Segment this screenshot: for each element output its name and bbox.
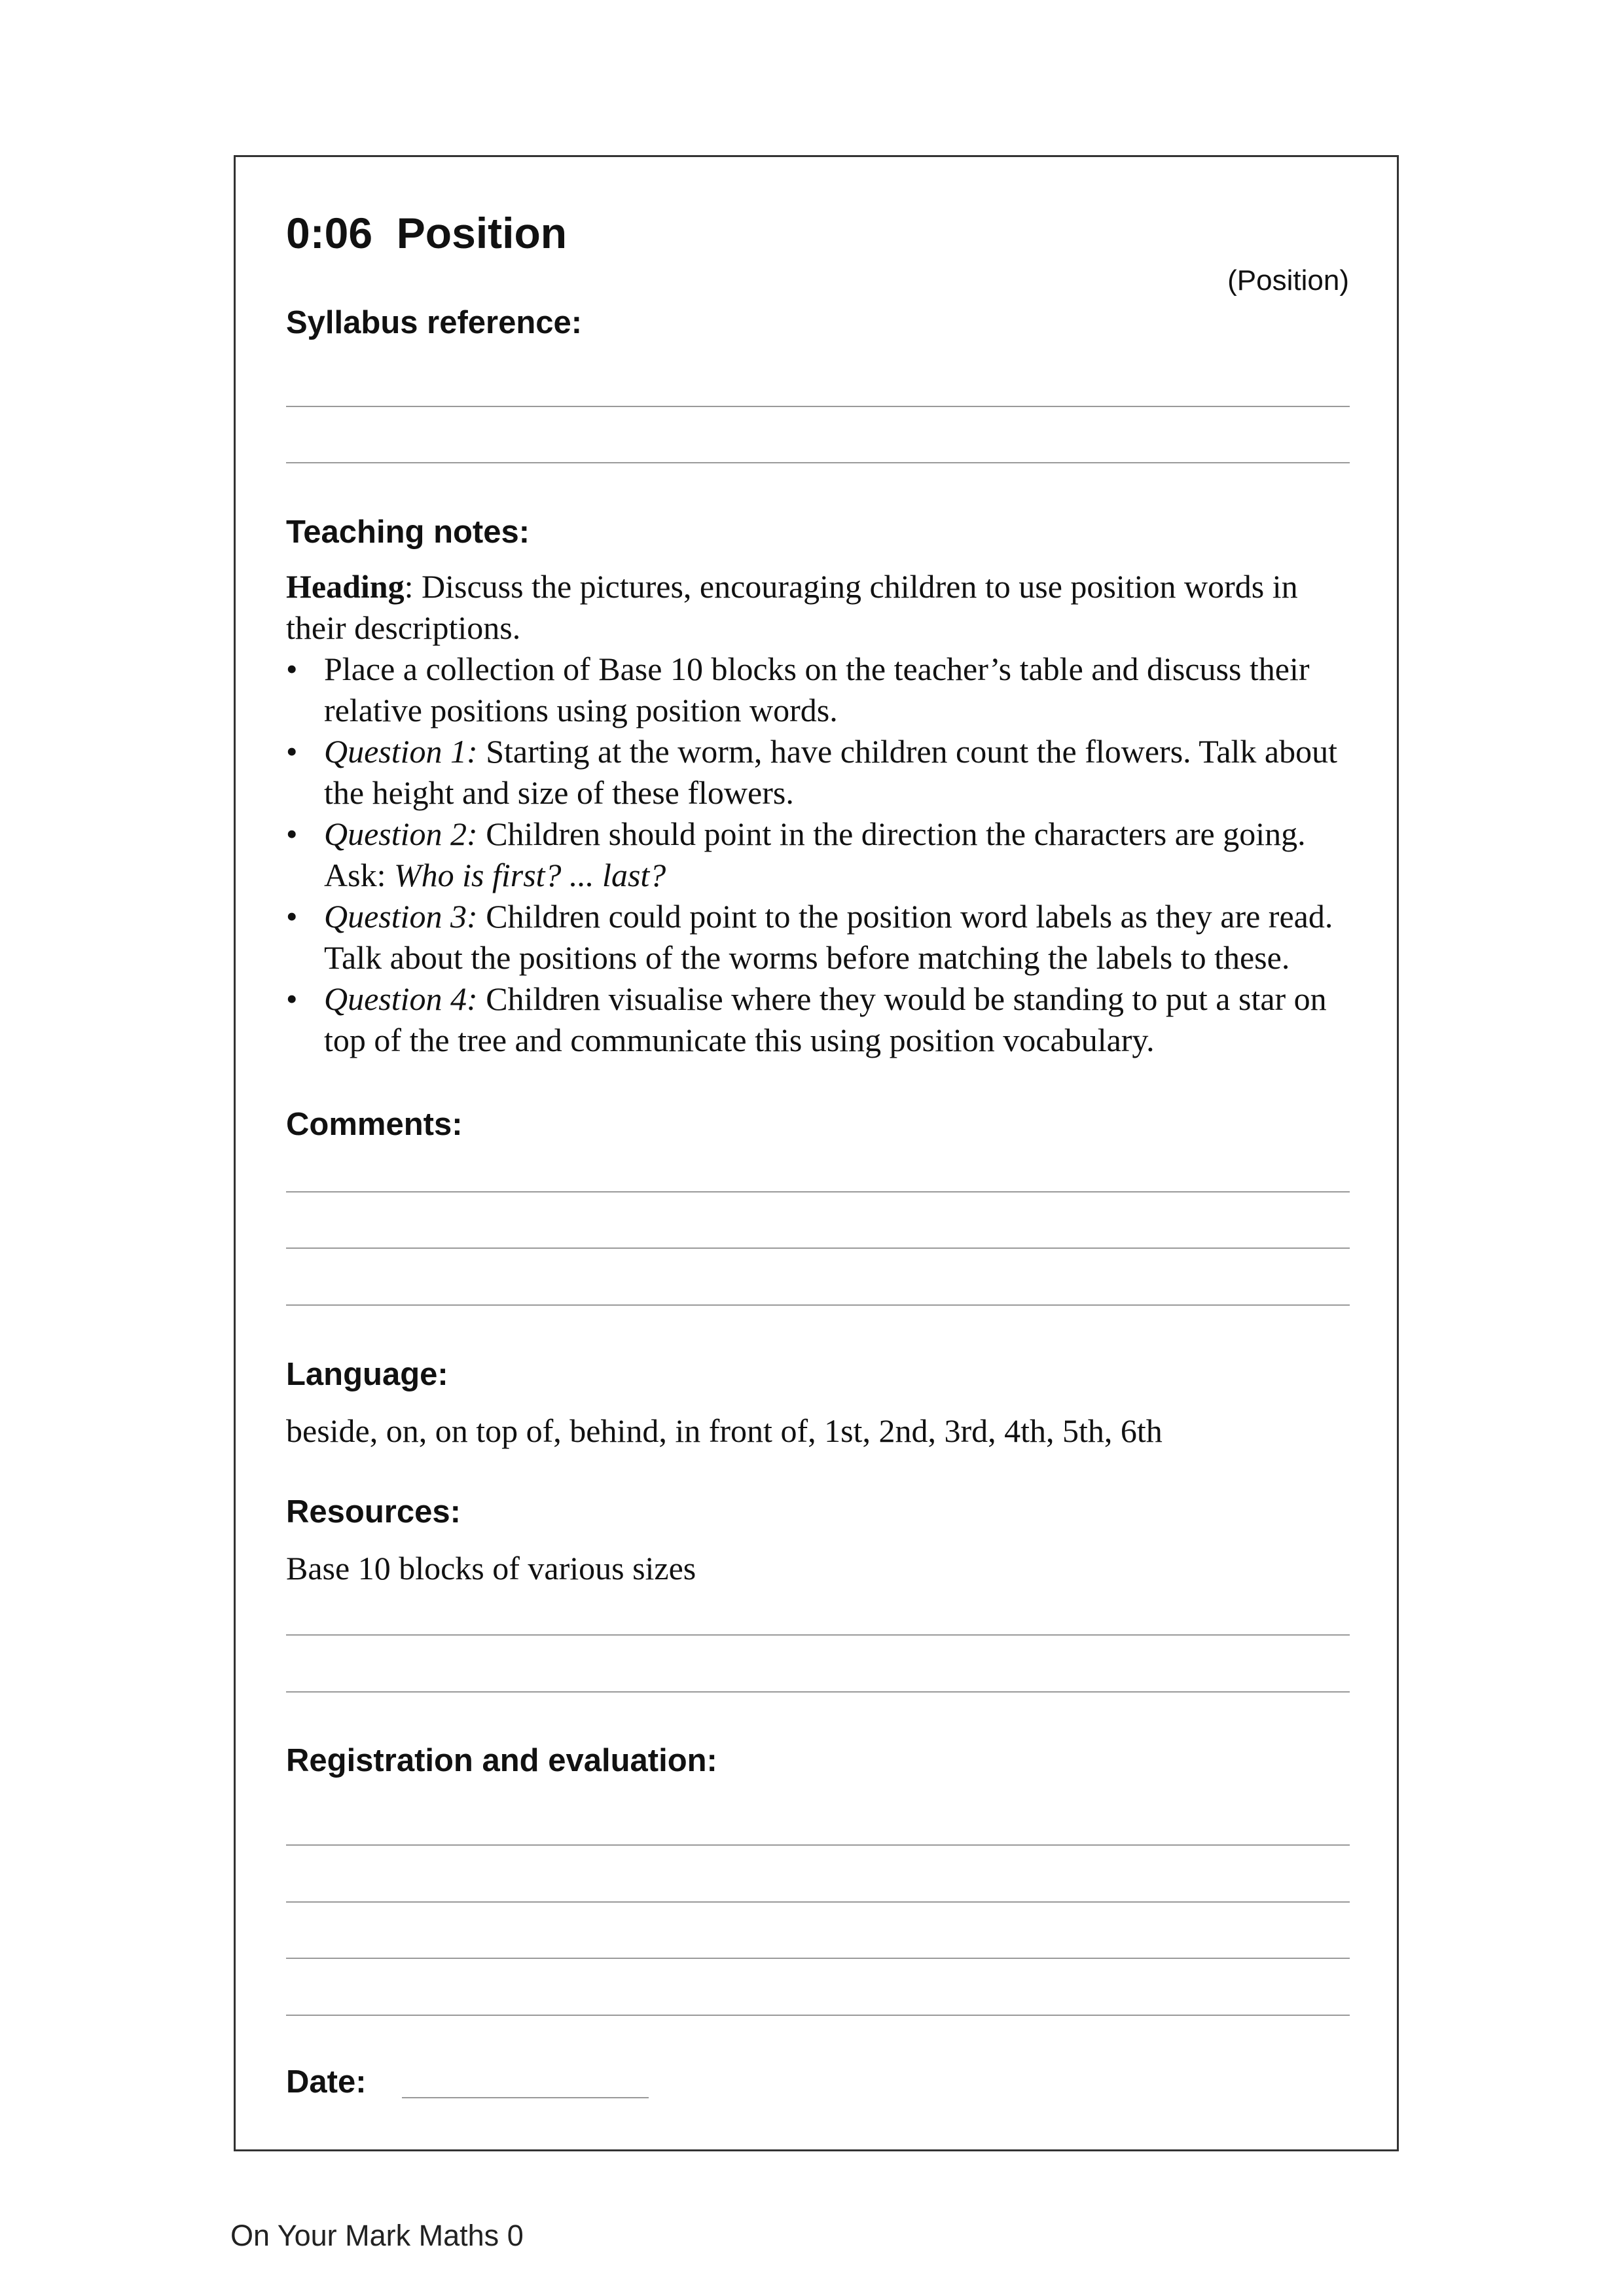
question-text: Children visualise where they would be standing to put a star on top of the tree and communicate this using position vocabulary. — [324, 980, 1327, 1058]
question-text: Children should point in the direction the characters are going. Ask: — [324, 816, 1306, 893]
date-write-line — [402, 2097, 649, 2098]
comments-write-line — [286, 1191, 1350, 1193]
language-label: Language: — [286, 1357, 448, 1392]
language-text: beside, on, on top of, behind, in front of, 1st, 2nd, 3rd, 4th, 5th, 6th — [286, 1412, 1163, 1449]
syllabus-reference-label: Syllabus reference: — [286, 305, 583, 340]
syllabus-write-line — [286, 406, 1350, 407]
strand-tag: (Position) — [1227, 264, 1349, 296]
date-label: Date: — [286, 2064, 367, 2100]
question-label: Question 2: — [324, 816, 478, 852]
list-item — [286, 978, 1360, 1061]
resources-label: Resources: — [286, 1494, 461, 1530]
registration-write-line — [286, 1901, 1350, 1903]
heading-text: : Discuss the pictures, encouraging children to use position words in their descriptions. — [286, 568, 1298, 646]
list-item — [286, 649, 1360, 731]
teaching-notes-intro — [286, 566, 1360, 649]
registration-write-line — [286, 1844, 1350, 1846]
question-text: Children could point to the position word labels as they are read. Talk about the positions of the worms before matching the labels to these. — [324, 898, 1333, 976]
registration-write-line — [286, 2015, 1350, 2016]
question-italic-prompt: Who is first? ... last? — [393, 857, 666, 893]
resources-write-line — [286, 1634, 1350, 1636]
teaching-notes-label: Teaching notes: — [286, 514, 530, 550]
registration-write-line — [286, 1958, 1350, 1959]
comments-label: Comments: — [286, 1107, 463, 1142]
question-label: Question 4: — [324, 980, 478, 1017]
teaching-notes-list — [286, 649, 1360, 1061]
syllabus-write-line — [286, 462, 1350, 463]
question-label: Question 3: — [324, 898, 478, 935]
page-frame — [234, 155, 1399, 2151]
comments-write-line — [286, 1247, 1350, 1249]
heading-keyword: Heading — [286, 568, 405, 605]
list-item — [286, 814, 1360, 896]
footer-book-title: On Your Mark Maths 0 — [230, 2219, 524, 2252]
question-label: Question 1: — [324, 733, 478, 770]
comments-write-line — [286, 1304, 1350, 1306]
resources-text: Base 10 blocks of various sizes — [286, 1550, 696, 1587]
list-item — [286, 896, 1360, 978]
question-text: Starting at the worm, have children count the flowers. Talk about the height and size of these flowers. — [324, 733, 1337, 811]
page-title: 0:06 Position — [286, 209, 568, 257]
bullet-text: Place a collection of Base 10 blocks on the teacher’s table and discuss their relative positions using position words. — [324, 651, 1310, 728]
resources-write-line — [286, 1691, 1350, 1693]
registration-evaluation-label: Registration and evaluation: — [286, 1743, 717, 1778]
list-item — [286, 731, 1360, 814]
